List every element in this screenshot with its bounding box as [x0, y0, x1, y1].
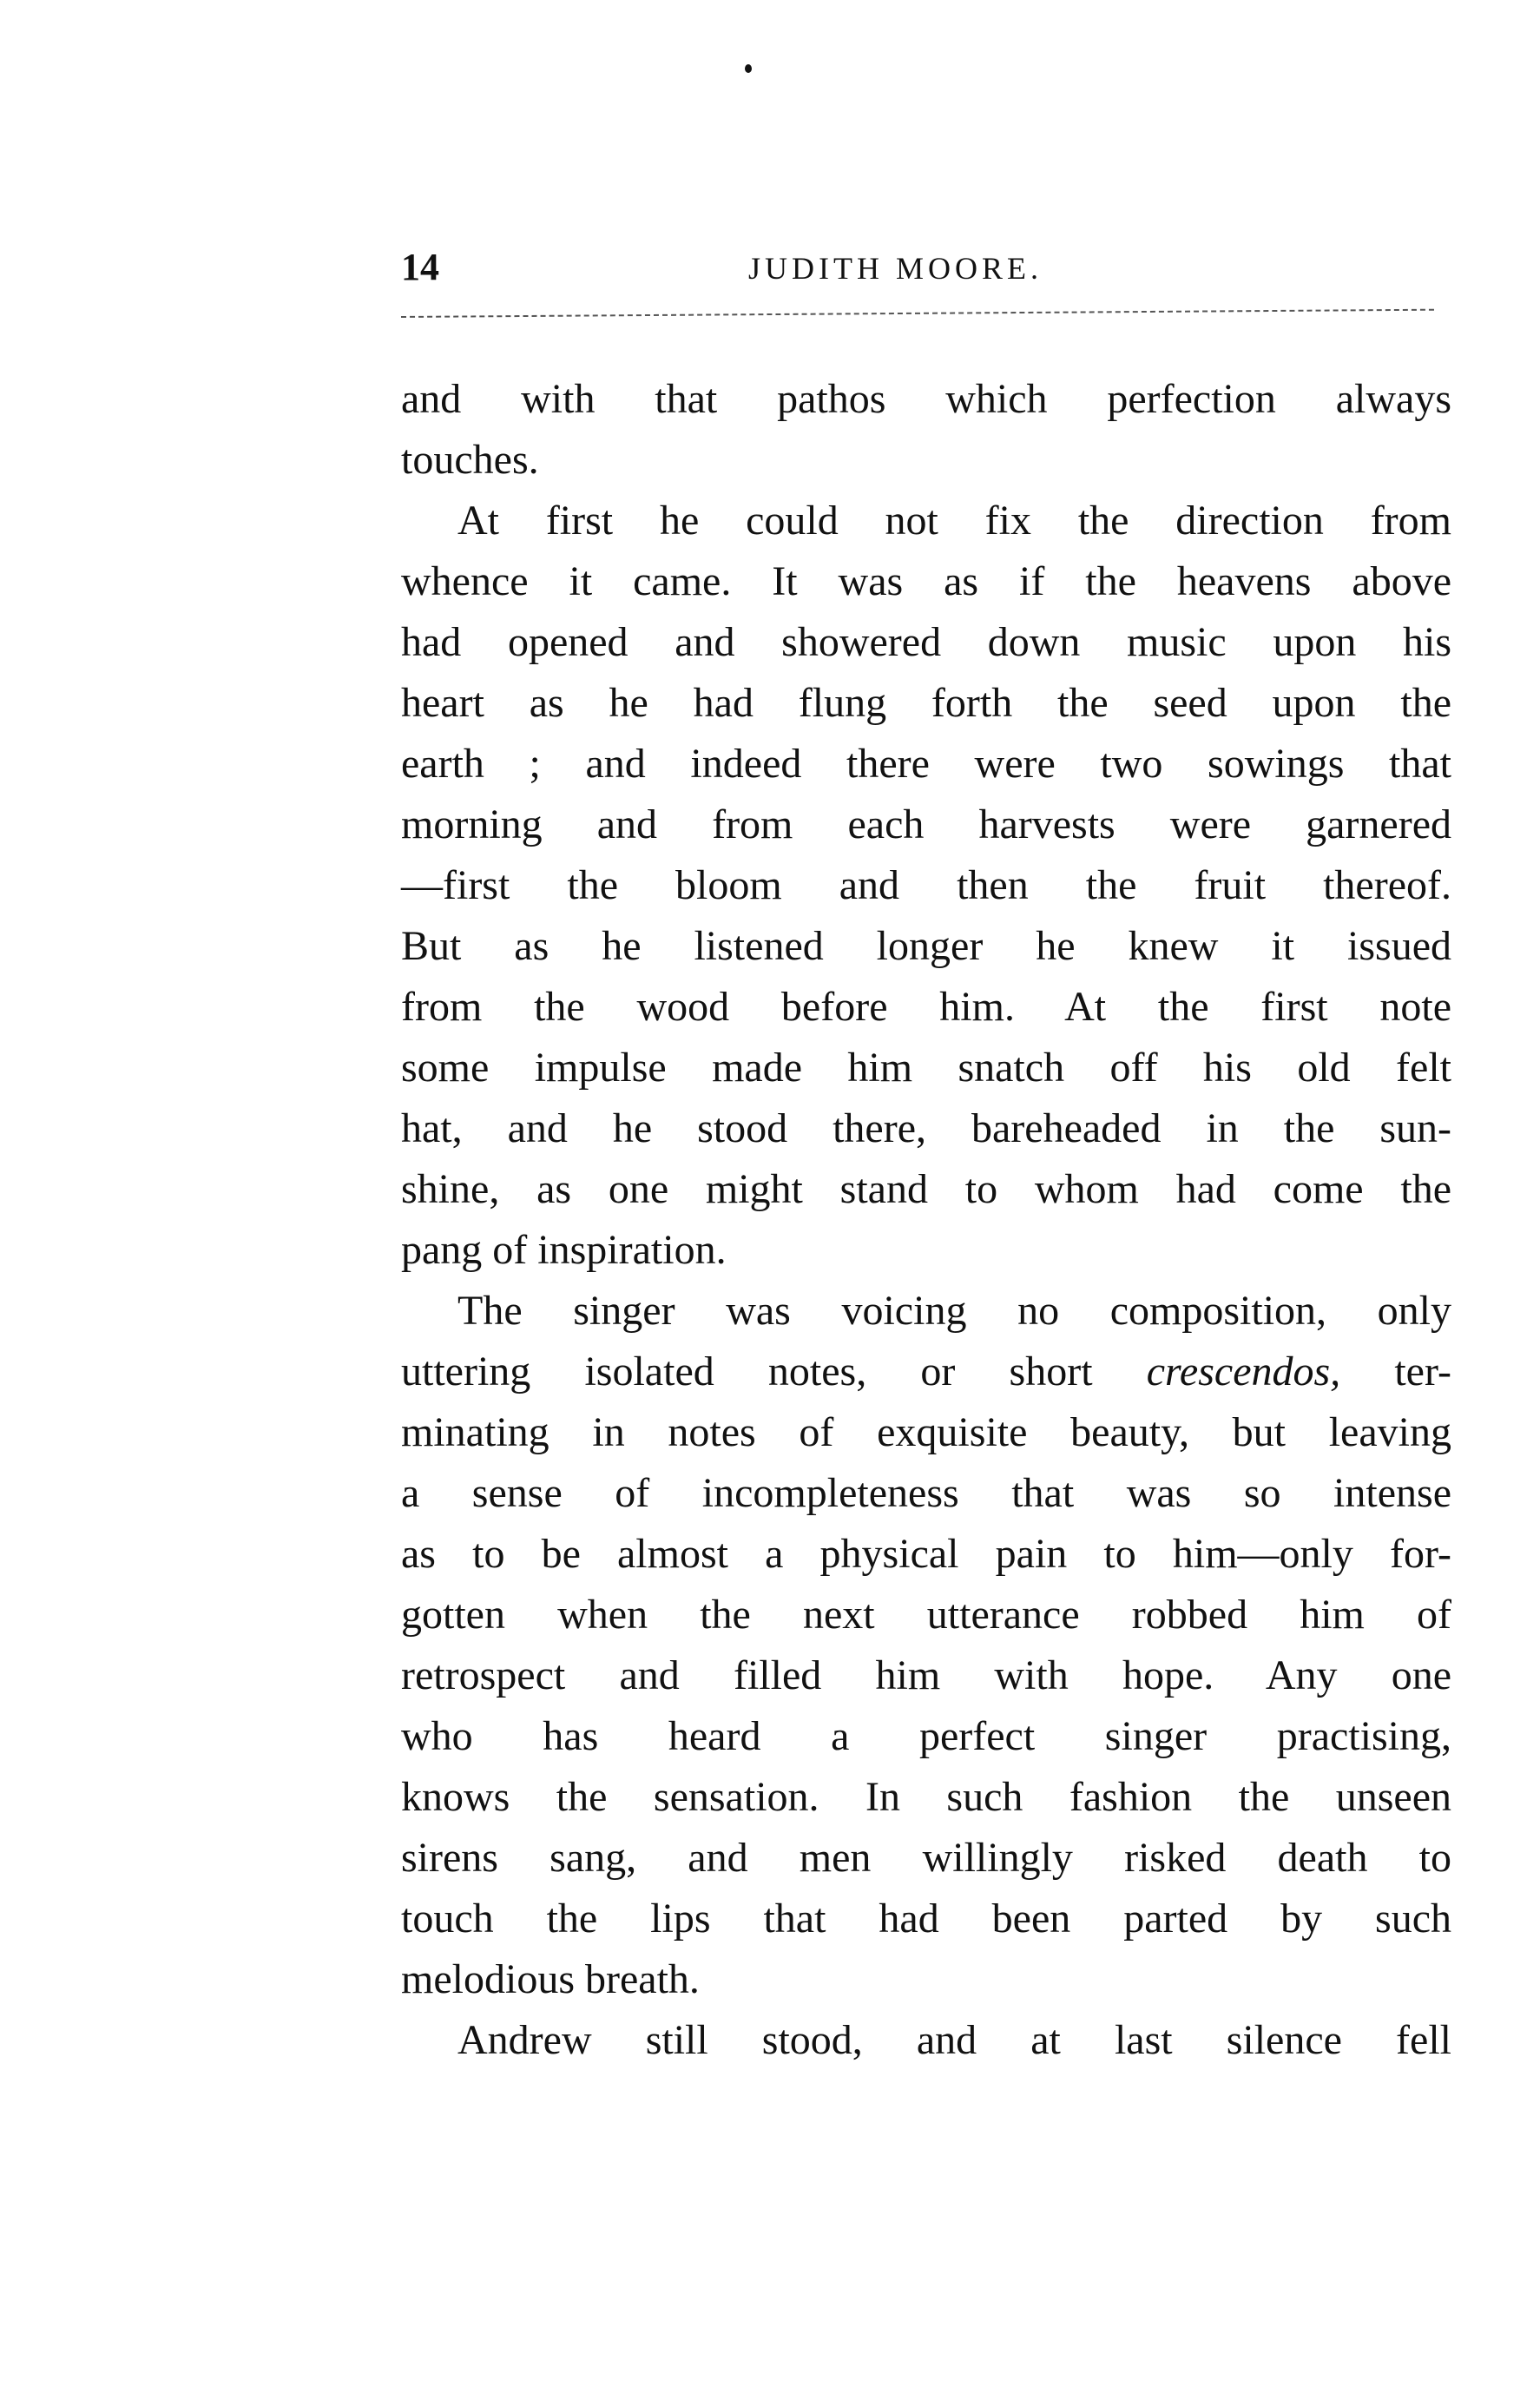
text-segment: uttering isolated notes, or short	[401, 1348, 1147, 1395]
text-line	[401, 1342, 1451, 1402]
text-line: Andrew still stood, and at last silence fell	[457, 2017, 1451, 2063]
text-line: At first he could not fix the direction from	[457, 498, 1451, 544]
text-line: a sense of incompleteness that was so intense	[401, 1470, 1451, 1516]
text-line: had opened and showered down music upon his	[401, 619, 1451, 665]
print-speck	[745, 64, 752, 73]
text-line: some impulse made him snatch off his old felt	[401, 1045, 1451, 1091]
text-line: The singer was voicing no composition, only	[457, 1288, 1451, 1334]
text-line: sirens sang, and men willingly risked death to	[401, 1835, 1451, 1881]
text-line: But as he listened longer he knew it issued	[401, 923, 1451, 969]
running-title: JUDITH MOORE.	[748, 251, 1043, 286]
text-line: as to be almost a physical pain to him—only for-	[401, 1531, 1451, 1577]
text-line: and with that pathos which perfection always	[401, 376, 1451, 422]
text-line: heart as he had flung forth the seed upon the	[401, 680, 1451, 726]
text-line: earth ; and indeed there were two sowings that	[401, 741, 1451, 787]
body-text	[401, 369, 1451, 2071]
text-line: who has heard a perfect singer practising,	[401, 1713, 1451, 1759]
text-line: morning and from each harvests were garnered	[401, 801, 1451, 847]
text-line: touch the lips that had been parted by such	[401, 1896, 1451, 1942]
text-line: hat, and he stood there, bareheaded in the sun-	[401, 1105, 1451, 1151]
page-number: 14	[401, 246, 439, 288]
text-segment: ter-	[1340, 1348, 1451, 1395]
text-line: melodious breath.	[401, 1956, 700, 2002]
text-line: from the wood before him. At the first note	[401, 984, 1451, 1030]
text-line: whence it came. It was as if the heavens above	[401, 558, 1451, 604]
text-line: touches.	[401, 437, 539, 483]
text-line: shine, as one might stand to whom had come the	[401, 1166, 1451, 1212]
text-line: gotten when the next utterance robbed him of	[401, 1592, 1451, 1638]
text-line: knows the sensation. In such fashion the unseen	[401, 1774, 1451, 1820]
running-head	[401, 245, 1443, 297]
text-line: —first the bloom and then the fruit thereof.	[401, 862, 1451, 908]
text-line: retrospect and filled him with hope. Any one	[401, 1652, 1451, 1698]
header-rule	[401, 309, 1434, 318]
text-line: pang of inspiration.	[401, 1227, 727, 1273]
italic-word: crescendos,	[1146, 1348, 1341, 1395]
text-line: minating in notes of exquisite beauty, but leaving	[401, 1409, 1451, 1455]
